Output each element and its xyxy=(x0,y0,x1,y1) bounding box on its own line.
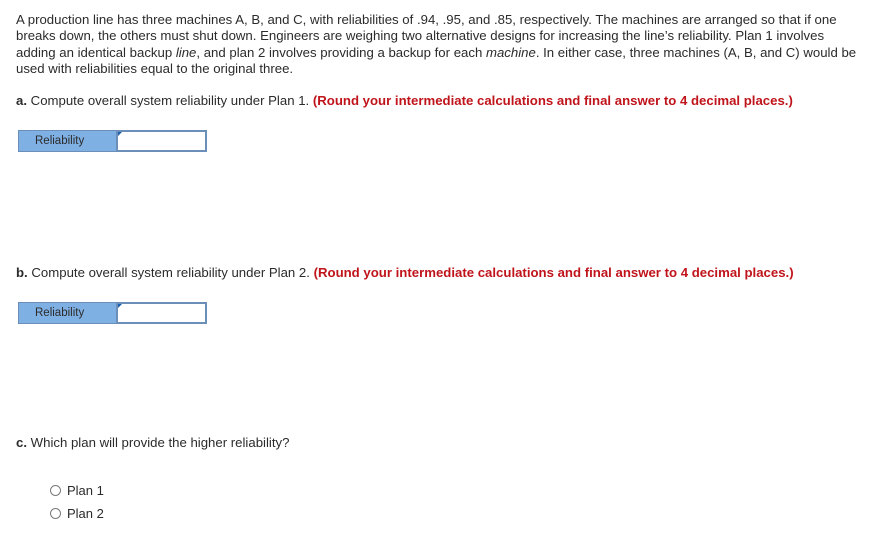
part-a-letter: a. xyxy=(16,93,27,108)
part-b-instruction: (Round your intermediate calculations and final answer to 4 decimal places.) xyxy=(313,265,794,280)
problem-statement xyxy=(16,12,860,78)
part-b-reliability-label: Reliability xyxy=(18,302,117,324)
part-b-question-text: Compute overall system reliability under Plan 2. xyxy=(27,265,314,280)
part-a-question xyxy=(16,93,793,109)
part-b-question xyxy=(16,265,794,281)
plan-1-option[interactable] xyxy=(50,483,104,498)
part-a-input-wrap xyxy=(117,130,207,152)
part-b-input-wrap xyxy=(117,302,207,324)
part-c-question-text: Which plan will provide the higher reliability? xyxy=(27,435,290,450)
plan-1-label: Plan 1 xyxy=(67,483,104,498)
part-a-question-text: Compute overall system reliability under Plan 1. xyxy=(27,93,313,108)
part-c-letter: c. xyxy=(16,435,27,450)
problem-text-1: A production line has three machines A, B, and C, with reliabilities of .94, .95, and .85, respectively. The machines are arranged so that if one breaks down, the others must shut down. Engineers are weighing two alternative designs for increasing the line’s reliability. Plan 1 involves adding an identical backup xyxy=(16,12,837,60)
part-c-question xyxy=(16,435,289,451)
part-a-answer-row xyxy=(18,130,207,152)
part-a-reliability-input[interactable] xyxy=(117,130,207,152)
part-b-letter: b. xyxy=(16,265,28,280)
part-a-reliability-label: Reliability xyxy=(18,130,117,152)
part-b-answer-row xyxy=(18,302,207,324)
problem-text-3: . In either case, three machines (A, B, and C) would be used with reliabilities equal to the original three. xyxy=(16,44,857,77)
part-b-reliability-input[interactable] xyxy=(117,302,207,324)
problem-line-word: line xyxy=(175,44,197,60)
part-a-instruction: (Round your intermediate calculations and final answer to 4 decimal places.) xyxy=(312,93,793,108)
radio-button-icon[interactable] xyxy=(50,485,61,496)
plan-2-option[interactable] xyxy=(50,506,104,521)
radio-button-icon[interactable] xyxy=(50,508,61,519)
problem-text-2: , and plan 2 involves providing a backup for each xyxy=(196,44,486,60)
problem-machine-word: machine xyxy=(485,44,536,60)
plan-2-label: Plan 2 xyxy=(67,506,104,521)
